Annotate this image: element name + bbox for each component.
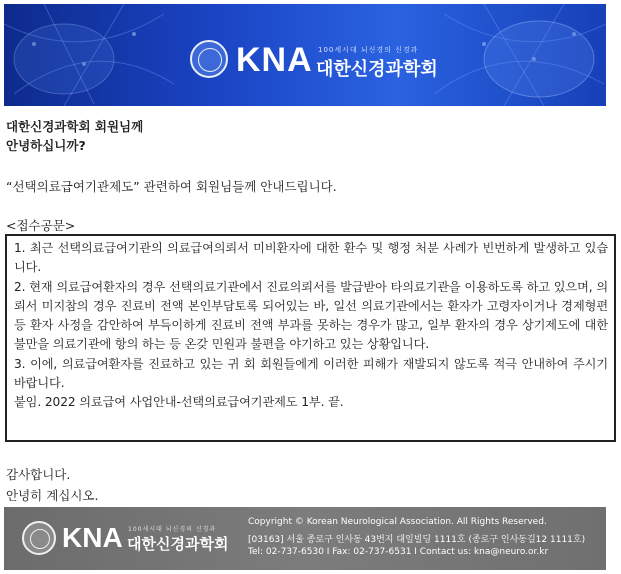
notice-attachment: 붙임. 2022 의료급여 사업안내-선택의료급여기관제도 1부. 끝. <box>14 395 344 410</box>
footer-org-name: 대한신경과학회 <box>127 535 229 553</box>
greeting-line-1: 대한신경과학회 회원님께 <box>6 119 144 134</box>
footer-address: [03163] 서울 종로구 인사동 43번지 대일빌딩 1111호 (종로구 인사동길12 1111호) <box>248 535 586 545</box>
footer-logo-text: KNA <box>62 522 123 553</box>
notice-paragraph-2: 2. 현재 의료급여환자의 경우 선택의료기관에서 진료의뢰서를 발급받아 타의료기관을 이용하도록 하고 있으며, 의뢰서 미지참의 경우 진료비 전액 본인부담토록 되어있는 바, 일선 의료기관에서는 환자가 고령자이거나 경제형편 등 환자 사정을 감안하여 부득이하게 진료비 전액 부과를 못하는 경우가 많고, 일부 환자의 경우 상기제도에 대한 불만을 의료기관에 항의 하는 등 온갖 민원과 불편을 야기하고 있는 상황입니다. <box>14 279 608 352</box>
header-tagline: 100세시대 뇌신경의 신경과 <box>318 46 419 54</box>
footer-copyright: Copyright © Korean Neurological Association. All Rights Reserved. <box>248 517 547 527</box>
section-label: <접수공문> <box>6 218 76 233</box>
greeting-line-2: 안녕하십니까? <box>6 138 86 153</box>
header-org-name: 대한신경과학회 <box>316 59 438 80</box>
kna-seal-icon <box>190 40 228 78</box>
notice-paragraph-1: 1. 최근 선택의료급여기관의 의료급여의뢰서 미비환자에 대한 환수 및 행정 처분 사례가 빈번하게 발생하고 있습니다. <box>14 241 608 275</box>
header-logo-text: KNA <box>236 41 313 79</box>
intro-text: “선택의료급여기관제도” 관련하여 회원님들께 안내드립니다. <box>6 179 337 194</box>
footer-seal-icon <box>22 521 56 555</box>
footer-contact: Tel: 02-737-6530 I Fax: 02-737-6531 I Contact us: kna@neuro.or.kr <box>248 547 549 557</box>
closing-line-1: 감사합니다. <box>6 467 71 482</box>
header-banner <box>4 4 606 106</box>
footer-tagline: 100세시대 뇌신경의 신경과 <box>128 526 217 533</box>
closing-line-2: 안녕히 계십시오. <box>6 488 99 503</box>
notice-box <box>5 234 616 442</box>
footer-banner <box>4 507 606 570</box>
notice-paragraph-3: 3. 이에, 의료급여환자를 진료하고 있는 귀 회 회원들에게 이러한 피해가 재발되지 않도록 적극 안내하여 주시기 바랍니다. <box>14 356 608 391</box>
